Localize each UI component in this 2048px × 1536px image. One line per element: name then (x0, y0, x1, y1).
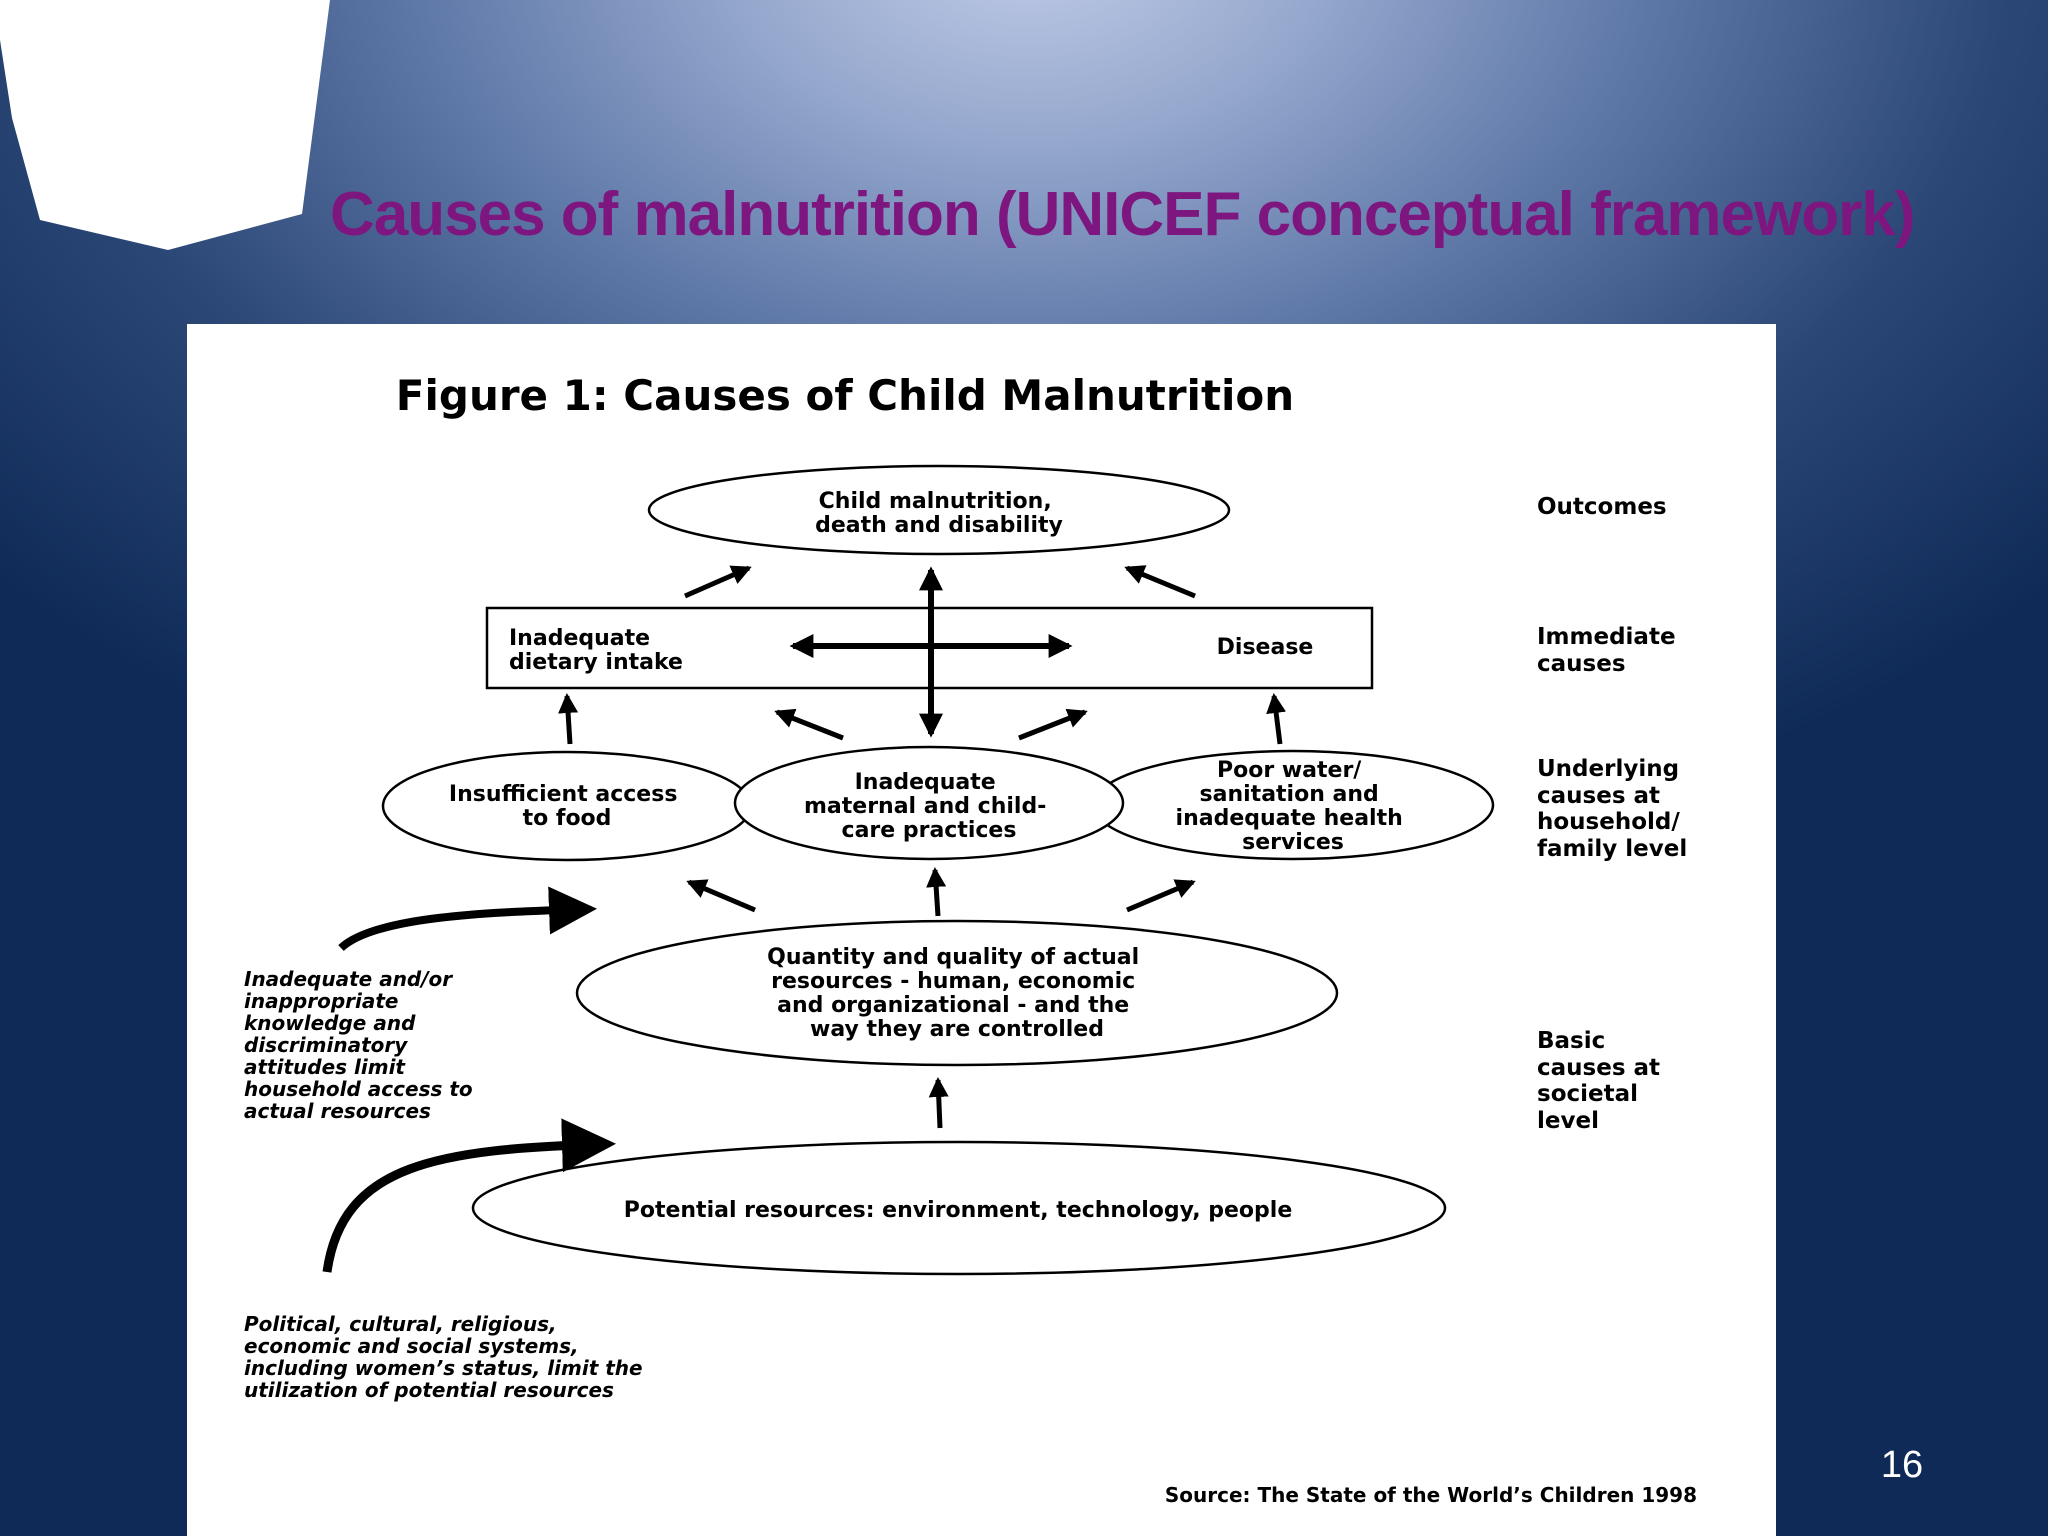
slide-number: 16 (1880, 1444, 1924, 1486)
arrows-to-underlying (689, 870, 1193, 916)
framework-diagram (187, 324, 1776, 1536)
disease-label: Disease (1216, 635, 1314, 660)
level-immediate-causes: Immediate causes (1537, 624, 1676, 677)
level-underlying-causes: Underlying causes at household/ family level (1537, 756, 1688, 862)
level-outcomes: Outcomes (1537, 494, 1667, 520)
outcome-label: Child malnutrition, death and disability (815, 489, 1063, 538)
potential-resources-label: Potential resources: environment, technology, people (623, 1198, 1293, 1223)
level-basic-causes: Basic causes at societal level (1537, 1028, 1661, 1134)
arrow-to-actual-resources (938, 1080, 940, 1128)
note-knowledge-attitudes: Inadequate and/or inappropriate knowledge and discriminatory attitudes limit household access to actual resources (244, 967, 473, 1123)
food-access-label: Insufficient access to food (448, 782, 678, 831)
dietary-intake-label: Inadequate dietary intake (509, 626, 683, 675)
water-sanitation-label: Poor water/ sanitation and inadequate health services (1175, 758, 1403, 855)
figure-source: Source: The State of the World’s Children 1998 (1164, 1483, 1697, 1507)
slide-title: Causes of malnutrition (UNICEF conceptual framework) (330, 180, 1915, 249)
actual-resources-label: Quantity and quality of actual resources - human, economic and organizational - and the way they are controlled (767, 945, 1140, 1042)
arrows-to-immediate (567, 696, 1280, 744)
figure-panel (187, 324, 1776, 1536)
care-practices-label: Inadequate maternal and child- care practices (803, 770, 1047, 843)
note-political-systems: Political, cultural, religious, economic and social systems, including women’s status, limit the utilization of potential resources (244, 1312, 643, 1402)
figure-title: Figure 1: Causes of Child Malnutrition (395, 371, 1295, 420)
arrows-to-outcome (685, 568, 1195, 596)
logo-shield (0, 0, 340, 260)
